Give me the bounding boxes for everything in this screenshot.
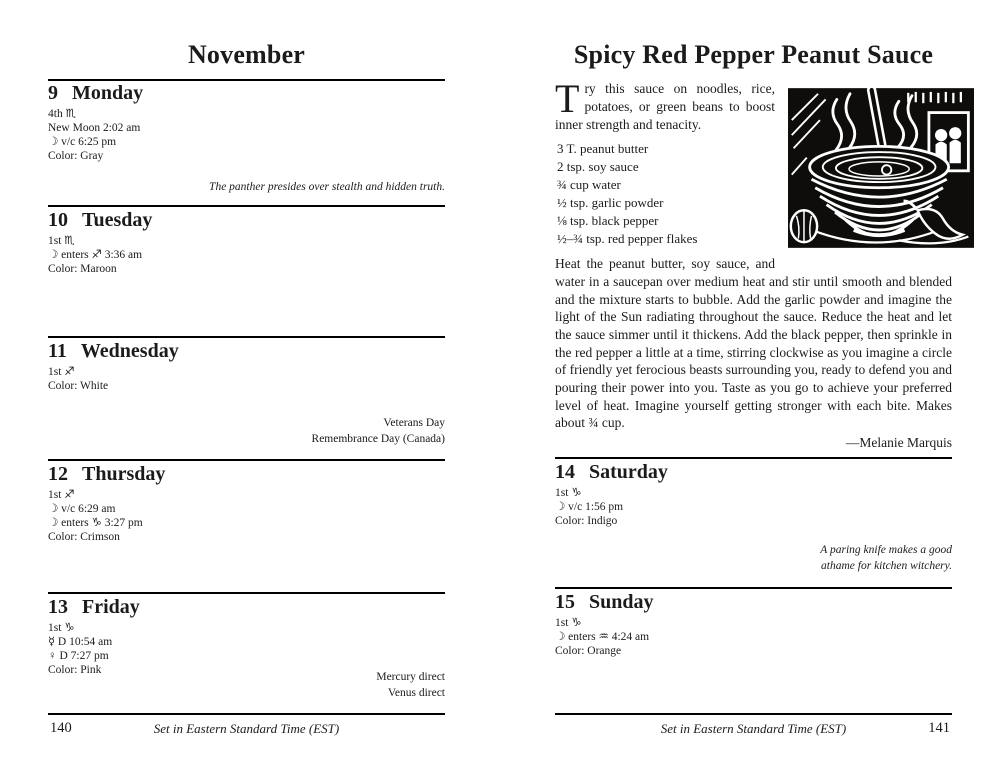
timezone-note: Set in Eastern Standard Time (EST) [153, 721, 340, 736]
astro-line: New Moon 2:02 am [48, 122, 141, 135]
color-line: Color: Gray [48, 150, 104, 163]
calendar-entry-nov-15 [555, 592, 952, 709]
note-line: Veterans Day [383, 416, 445, 429]
note-line: Remembrance Day (Canada) [311, 433, 445, 446]
note-line: The panther presides over stealth and hidden truth. [209, 181, 445, 194]
calendar-entry-nov-14 [555, 462, 952, 582]
holiday-note [312, 415, 445, 448]
color-line: Color: Indigo [555, 515, 618, 528]
datebook-page-left [48, 40, 445, 750]
planet-direct-note [376, 669, 445, 702]
woodcut-bowl-icon [788, 84, 974, 252]
day-heading [48, 597, 445, 618]
day-heading [48, 464, 445, 485]
rule-under-title [48, 79, 445, 81]
color-line: Color: Maroon [48, 263, 117, 276]
calendar-entry-nov-11 [48, 341, 445, 455]
section-rule [48, 205, 445, 207]
recipe-attribution: —Melanie Marquis [845, 435, 952, 451]
astro-line: 4th ♏ [48, 108, 76, 120]
page-footer [555, 720, 952, 742]
ingredient-item: ¾ cup water [557, 177, 621, 193]
astro-line: ♀ D 7:27 pm [48, 650, 109, 663]
day-note [820, 542, 952, 575]
ingredient-item: 2 tsp. soy sauce [557, 159, 639, 175]
recipe-block [555, 76, 952, 451]
note-line: Venus direct [387, 687, 445, 700]
color-line: Color: Pink [48, 664, 102, 677]
note-line: A paring knife makes a good [820, 543, 952, 556]
day-name: Sunday [589, 591, 654, 613]
section-rule [555, 587, 952, 589]
note-line: athame for kitchen witchery. [821, 560, 952, 573]
recipe-method: Heat the peanut butter, soy sauce, and water in a saucepan over medium heat and stir until smooth and blended and the mixture starts to bubble. Add the garlic powder and imagine the light of the Sun radiating throughout the sauce. Reduce the heat and let the sauce simmer until it thickens. Add the black pepper, then sprinkle in the red pepper a little at a time, stirring clockwise as you imagine a circle of friendly yet ferocious beasts surrounding you, ready to defend you and pouring their power into you. Taste as you go to achieve your preferred level of heat. Imagine yourself getting stronger with each bite. Makes about ¾ cup. [555, 256, 952, 431]
day-name: Saturday [589, 461, 668, 483]
footer-rule [48, 713, 445, 715]
day-number: 11 [48, 340, 67, 362]
day-number: 13 [48, 596, 68, 618]
page-number: 140 [50, 720, 72, 736]
astro-line: ☽ v/c 1:56 pm [555, 501, 624, 514]
day-number: 9 [48, 82, 58, 104]
calendar-entry-nov-12 [48, 464, 445, 587]
day-heading [48, 83, 445, 104]
astro-line: 1st ♏ [48, 235, 75, 247]
woodcut-bowl-illustration [788, 84, 974, 252]
page-footer [48, 720, 445, 742]
day-number: 15 [555, 591, 575, 613]
timezone-note: Set in Eastern Standard Time (EST) [660, 721, 847, 736]
astro-line: ☽ enters ♑ 3:27 pm [48, 517, 143, 530]
day-number: 14 [555, 461, 575, 483]
day-heading [48, 341, 445, 362]
day-heading [555, 592, 952, 613]
footer-rule [555, 713, 952, 715]
day-number: 10 [48, 209, 68, 231]
ingredient-item: ⅛ tsp. black pepper [557, 213, 659, 229]
astro-line: ☽ enters ♐ 3:36 am [48, 249, 143, 262]
day-name: Friday [82, 596, 140, 618]
color-line: Color: Orange [555, 645, 622, 658]
datebook-page-right [555, 40, 952, 750]
day-name: Monday [72, 82, 144, 104]
astro-line: ☿ D 10:54 am [48, 636, 113, 649]
month-title: November [187, 40, 306, 69]
dropcap: T [555, 76, 580, 121]
calendar-entry-nov-10 [48, 210, 445, 331]
section-rule [555, 457, 952, 459]
ingredient-item: ½–¾ tsp. red pepper flakes [557, 231, 698, 247]
day-number: 12 [48, 463, 68, 485]
astro-line: 1st ♑ [48, 622, 75, 634]
calendar-entry-nov-13 [48, 597, 445, 709]
astro-line: ☽ enters ♒ 4:24 am [555, 631, 650, 644]
day-name: Wednesday [80, 340, 179, 362]
astro-line: 1st ♐ [48, 366, 75, 378]
calendar-entry-nov-9 [48, 83, 445, 203]
day-heading [555, 462, 952, 483]
astro-line: ☽ v/c 6:29 am [48, 503, 116, 516]
intro-text: ry this sauce on noodles, rice, potatoes, or green beans to boost inner strength and tenacity. [555, 81, 775, 132]
section-rule [48, 336, 445, 338]
astro-line: 1st ♑ [555, 487, 582, 499]
astro-line: 1st ♑ [555, 617, 582, 629]
astro-line: 1st ♐ [48, 489, 75, 501]
section-rule [48, 592, 445, 594]
color-line: Color: White [48, 380, 109, 393]
ingredient-item: 3 T. peanut butter [557, 141, 649, 157]
recipe-title: Spicy Red Pepper Peanut Sauce [573, 40, 934, 69]
day-heading [48, 210, 445, 231]
day-name: Thursday [82, 463, 166, 485]
color-line: Color: Crimson [48, 531, 120, 544]
day-name: Tuesday [82, 209, 153, 231]
ingredient-item: ½ tsp. garlic powder [557, 195, 664, 211]
day-note [209, 179, 445, 196]
section-rule [48, 459, 445, 461]
astro-line: ☽ v/c 6:25 pm [48, 136, 117, 149]
page-number: 141 [928, 720, 950, 736]
note-line: Mercury direct [376, 670, 445, 683]
